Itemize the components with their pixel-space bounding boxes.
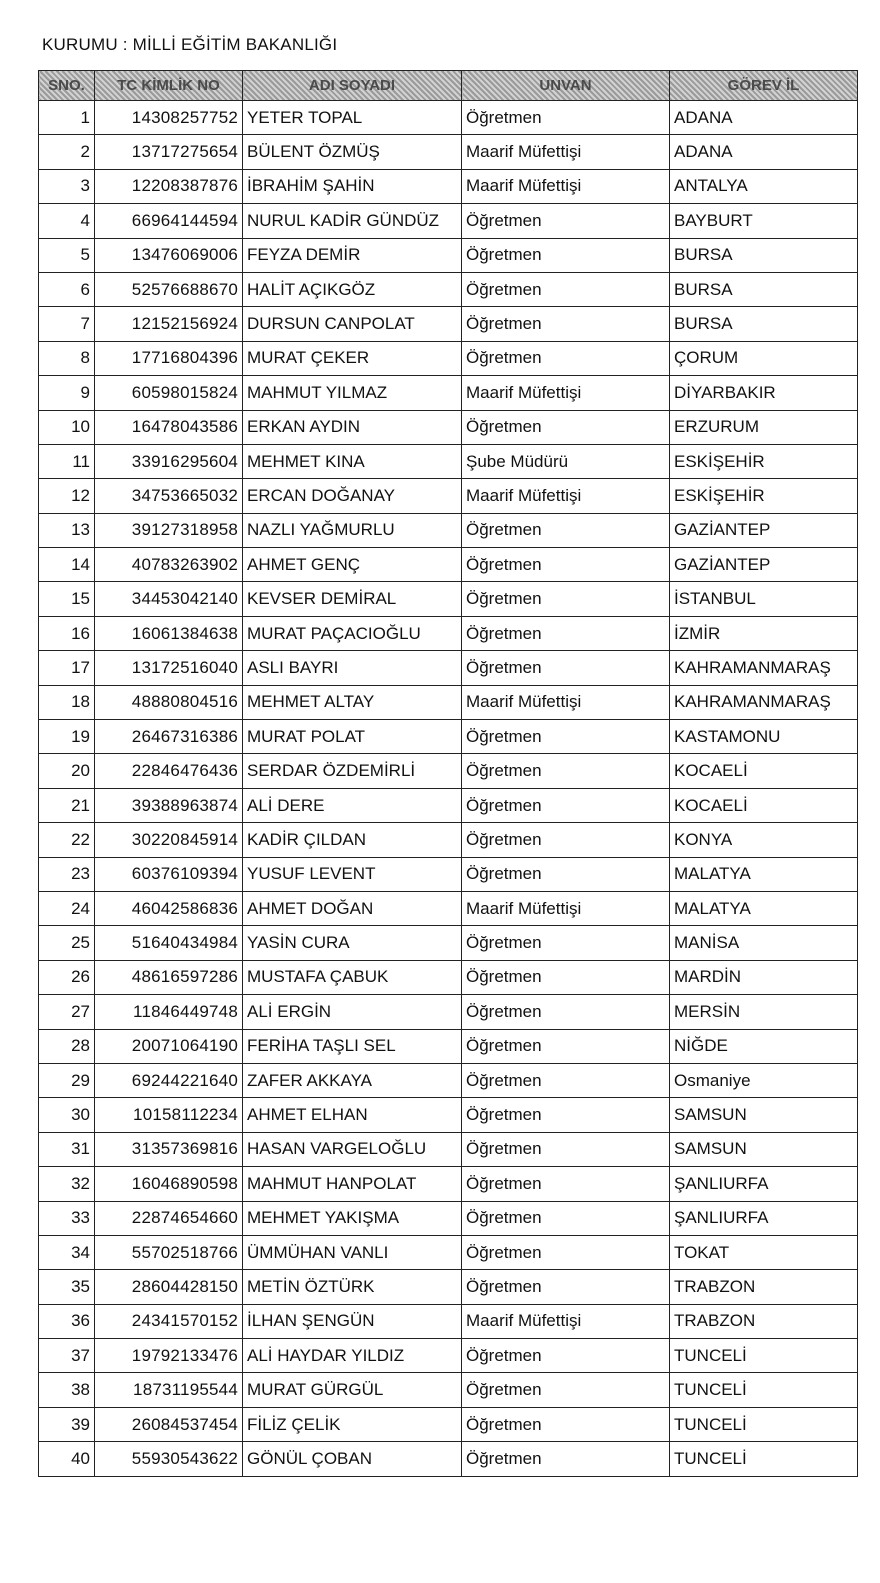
job-title-cell: Öğretmen	[462, 995, 670, 1029]
job-title-cell: Öğretmen	[462, 204, 670, 238]
table-row	[39, 1063, 858, 1097]
full-name-cell: MAHMUT HANPOLAT	[243, 1167, 462, 1201]
duty-city-cell: KOCAELİ	[670, 754, 858, 788]
tc-number-cell: 20071064190	[95, 1029, 243, 1063]
institution-title: KURUMU : MİLLİ EĞİTİM BAKANLIĞI	[42, 35, 338, 54]
tc-number-cell: 12208387876	[95, 169, 243, 203]
job-title-cell: Öğretmen	[462, 1029, 670, 1063]
row-number-cell: 12	[39, 479, 95, 513]
header-name: ADI SOYADI	[243, 71, 462, 101]
full-name-cell: MAHMUT YILMAZ	[243, 376, 462, 410]
table-row	[39, 1373, 858, 1407]
job-title-cell: Öğretmen	[462, 410, 670, 444]
tc-number-cell: 16478043586	[95, 410, 243, 444]
row-number-cell: 18	[39, 685, 95, 719]
row-number-cell: 29	[39, 1063, 95, 1097]
table-row	[39, 685, 858, 719]
row-number-cell: 5	[39, 238, 95, 272]
full-name-cell: NURUL KADİR GÜNDÜZ	[243, 204, 462, 238]
full-name-cell: MEHMET ALTAY	[243, 685, 462, 719]
table-row	[39, 272, 858, 306]
job-title-cell: Maarif Müfettişi	[462, 1304, 670, 1338]
duty-city-cell: BURSA	[670, 272, 858, 306]
tc-number-cell: 46042586836	[95, 891, 243, 925]
row-number-cell: 21	[39, 788, 95, 822]
row-number-cell: 9	[39, 376, 95, 410]
full-name-cell: HASAN VARGELOĞLU	[243, 1132, 462, 1166]
table-row	[39, 341, 858, 375]
full-name-cell: MEHMET YAKIŞMA	[243, 1201, 462, 1235]
row-number-cell: 26	[39, 960, 95, 994]
duty-city-cell: GAZİANTEP	[670, 513, 858, 547]
job-title-cell: Öğretmen	[462, 307, 670, 341]
tc-number-cell: 13172516040	[95, 651, 243, 685]
tc-number-cell: 48616597286	[95, 960, 243, 994]
tc-number-cell: 34453042140	[95, 582, 243, 616]
tc-number-cell: 33916295604	[95, 444, 243, 478]
duty-city-cell: BURSA	[670, 307, 858, 341]
table-row	[39, 1304, 858, 1338]
tc-number-cell: 55930543622	[95, 1442, 243, 1476]
full-name-cell: ÜMMÜHAN VANLI	[243, 1235, 462, 1269]
row-number-cell: 11	[39, 444, 95, 478]
table-row	[39, 1167, 858, 1201]
row-number-cell: 6	[39, 272, 95, 306]
tc-number-cell: 13476069006	[95, 238, 243, 272]
job-title-cell: Öğretmen	[462, 926, 670, 960]
job-title-cell: Öğretmen	[462, 616, 670, 650]
full-name-cell: MUSTAFA ÇABUK	[243, 960, 462, 994]
job-title-cell: Öğretmen	[462, 238, 670, 272]
row-number-cell: 35	[39, 1270, 95, 1304]
table-row	[39, 995, 858, 1029]
full-name-cell: YETER TOPAL	[243, 101, 462, 135]
table-row	[39, 169, 858, 203]
row-number-cell: 2	[39, 135, 95, 169]
duty-city-cell: NİĞDE	[670, 1029, 858, 1063]
duty-city-cell: SAMSUN	[670, 1132, 858, 1166]
row-number-cell: 33	[39, 1201, 95, 1235]
table-row	[39, 960, 858, 994]
duty-city-cell: ŞANLIURFA	[670, 1201, 858, 1235]
duty-city-cell: İSTANBUL	[670, 582, 858, 616]
table-row	[39, 376, 858, 410]
duty-city-cell: ADANA	[670, 135, 858, 169]
job-title-cell: Öğretmen	[462, 1235, 670, 1269]
job-title-cell: Öğretmen	[462, 823, 670, 857]
full-name-cell: MURAT GÜRGÜL	[243, 1373, 462, 1407]
job-title-cell: Maarif Müfettişi	[462, 479, 670, 513]
full-name-cell: HALİT AÇIKGÖZ	[243, 272, 462, 306]
tc-number-cell: 34753665032	[95, 479, 243, 513]
row-number-cell: 40	[39, 1442, 95, 1476]
job-title-cell: Öğretmen	[462, 1132, 670, 1166]
job-title-cell: Öğretmen	[462, 1442, 670, 1476]
full-name-cell: BÜLENT ÖZMÜŞ	[243, 135, 462, 169]
job-title-cell: Öğretmen	[462, 857, 670, 891]
tc-number-cell: 40783263902	[95, 548, 243, 582]
full-name-cell: ERCAN DOĞANAY	[243, 479, 462, 513]
full-name-cell: ERKAN AYDIN	[243, 410, 462, 444]
duty-city-cell: MALATYA	[670, 857, 858, 891]
job-title-cell: Öğretmen	[462, 548, 670, 582]
row-number-cell: 10	[39, 410, 95, 444]
duty-city-cell: MARDİN	[670, 960, 858, 994]
table-row	[39, 651, 858, 685]
table-row	[39, 857, 858, 891]
tc-number-cell: 60376109394	[95, 857, 243, 891]
full-name-cell: SERDAR ÖZDEMİRLİ	[243, 754, 462, 788]
full-name-cell: İBRAHİM ŞAHİN	[243, 169, 462, 203]
job-title-cell: Öğretmen	[462, 582, 670, 616]
tc-number-cell: 16061384638	[95, 616, 243, 650]
duty-city-cell: TUNCELİ	[670, 1373, 858, 1407]
tc-number-cell: 30220845914	[95, 823, 243, 857]
tc-number-cell: 52576688670	[95, 272, 243, 306]
row-number-cell: 8	[39, 341, 95, 375]
duty-city-cell: TOKAT	[670, 1235, 858, 1269]
row-number-cell: 34	[39, 1235, 95, 1269]
row-number-cell: 27	[39, 995, 95, 1029]
duty-city-cell: ANTALYA	[670, 169, 858, 203]
duty-city-cell: BAYBURT	[670, 204, 858, 238]
tc-number-cell: 12152156924	[95, 307, 243, 341]
job-title-cell: Öğretmen	[462, 272, 670, 306]
job-title-cell: Öğretmen	[462, 1339, 670, 1373]
tc-number-cell: 66964144594	[95, 204, 243, 238]
job-title-cell: Öğretmen	[462, 1407, 670, 1441]
personnel-table	[38, 70, 858, 1477]
full-name-cell: AHMET DOĞAN	[243, 891, 462, 925]
job-title-cell: Maarif Müfettişi	[462, 891, 670, 925]
full-name-cell: ALİ ERGİN	[243, 995, 462, 1029]
row-number-cell: 14	[39, 548, 95, 582]
table-row	[39, 926, 858, 960]
table-row	[39, 1235, 858, 1269]
job-title-cell: Maarif Müfettişi	[462, 135, 670, 169]
table-row	[39, 548, 858, 582]
duty-city-cell: TRABZON	[670, 1270, 858, 1304]
job-title-cell: Öğretmen	[462, 513, 670, 547]
full-name-cell: YUSUF LEVENT	[243, 857, 462, 891]
tc-number-cell: 26084537454	[95, 1407, 243, 1441]
job-title-cell: Öğretmen	[462, 960, 670, 994]
duty-city-cell: MERSİN	[670, 995, 858, 1029]
job-title-cell: Öğretmen	[462, 788, 670, 822]
row-number-cell: 3	[39, 169, 95, 203]
table-row	[39, 1442, 858, 1476]
row-number-cell: 4	[39, 204, 95, 238]
full-name-cell: MEHMET KINA	[243, 444, 462, 478]
duty-city-cell: KONYA	[670, 823, 858, 857]
duty-city-cell: ADANA	[670, 101, 858, 135]
duty-city-cell: KOCAELİ	[670, 788, 858, 822]
duty-city-cell: SAMSUN	[670, 1098, 858, 1132]
table-row	[39, 1098, 858, 1132]
job-title-cell: Maarif Müfettişi	[462, 169, 670, 203]
duty-city-cell: KAHRAMANMARAŞ	[670, 685, 858, 719]
full-name-cell: DURSUN CANPOLAT	[243, 307, 462, 341]
duty-city-cell: TUNCELİ	[670, 1442, 858, 1476]
row-number-cell: 30	[39, 1098, 95, 1132]
full-name-cell: ASLI BAYRI	[243, 651, 462, 685]
tc-number-cell: 39388963874	[95, 788, 243, 822]
tc-number-cell: 60598015824	[95, 376, 243, 410]
tc-number-cell: 48880804516	[95, 685, 243, 719]
table-row	[39, 307, 858, 341]
table-row	[39, 204, 858, 238]
tc-number-cell: 17716804396	[95, 341, 243, 375]
table-row	[39, 720, 858, 754]
full-name-cell: KEVSER DEMİRAL	[243, 582, 462, 616]
table-row	[39, 1407, 858, 1441]
row-number-cell: 23	[39, 857, 95, 891]
tc-number-cell: 39127318958	[95, 513, 243, 547]
job-title-cell: Maarif Müfettişi	[462, 685, 670, 719]
job-title-cell: Maarif Müfettişi	[462, 376, 670, 410]
row-number-cell: 15	[39, 582, 95, 616]
row-number-cell: 19	[39, 720, 95, 754]
duty-city-cell: ŞANLIURFA	[670, 1167, 858, 1201]
job-title-cell: Öğretmen	[462, 754, 670, 788]
table-row	[39, 891, 858, 925]
row-number-cell: 24	[39, 891, 95, 925]
table-row	[39, 823, 858, 857]
duty-city-cell: İZMİR	[670, 616, 858, 650]
tc-number-cell: 16046890598	[95, 1167, 243, 1201]
tc-number-cell: 11846449748	[95, 995, 243, 1029]
full-name-cell: KADİR ÇILDAN	[243, 823, 462, 857]
duty-city-cell: ERZURUM	[670, 410, 858, 444]
full-name-cell: GÖNÜL ÇOBAN	[243, 1442, 462, 1476]
tc-number-cell: 26467316386	[95, 720, 243, 754]
full-name-cell: AHMET GENÇ	[243, 548, 462, 582]
table-row	[39, 788, 858, 822]
table-row	[39, 616, 858, 650]
row-number-cell: 22	[39, 823, 95, 857]
header-sno: SNO.	[39, 71, 95, 101]
table-row	[39, 1339, 858, 1373]
full-name-cell: ALİ DERE	[243, 788, 462, 822]
row-number-cell: 28	[39, 1029, 95, 1063]
duty-city-cell: DİYARBAKIR	[670, 376, 858, 410]
tc-number-cell: 22874654660	[95, 1201, 243, 1235]
row-number-cell: 38	[39, 1373, 95, 1407]
duty-city-cell: TRABZON	[670, 1304, 858, 1338]
job-title-cell: Öğretmen	[462, 1201, 670, 1235]
row-number-cell: 36	[39, 1304, 95, 1338]
header-city: GÖREV İL	[670, 71, 858, 101]
table-row	[39, 101, 858, 135]
tc-number-cell: 28604428150	[95, 1270, 243, 1304]
full-name-cell: ALİ HAYDAR YILDIZ	[243, 1339, 462, 1373]
table-row	[39, 754, 858, 788]
full-name-cell: İLHAN ŞENGÜN	[243, 1304, 462, 1338]
duty-city-cell: TUNCELİ	[670, 1407, 858, 1441]
full-name-cell: NAZLI YAĞMURLU	[243, 513, 462, 547]
duty-city-cell: TUNCELİ	[670, 1339, 858, 1373]
duty-city-cell: ÇORUM	[670, 341, 858, 375]
job-title-cell: Öğretmen	[462, 651, 670, 685]
tc-number-cell: 10158112234	[95, 1098, 243, 1132]
tc-number-cell: 24341570152	[95, 1304, 243, 1338]
job-title-cell: Öğretmen	[462, 1167, 670, 1201]
duty-city-cell: GAZİANTEP	[670, 548, 858, 582]
table-row	[39, 410, 858, 444]
row-number-cell: 13	[39, 513, 95, 547]
table-row	[39, 1201, 858, 1235]
table-row	[39, 513, 858, 547]
job-title-cell: Öğretmen	[462, 1098, 670, 1132]
tc-number-cell: 19792133476	[95, 1339, 243, 1373]
tc-number-cell: 55702518766	[95, 1235, 243, 1269]
row-number-cell: 39	[39, 1407, 95, 1441]
row-number-cell: 17	[39, 651, 95, 685]
table-row	[39, 1270, 858, 1304]
table-row	[39, 582, 858, 616]
row-number-cell: 25	[39, 926, 95, 960]
row-number-cell: 7	[39, 307, 95, 341]
row-number-cell: 1	[39, 101, 95, 135]
job-title-cell: Şube Müdürü	[462, 444, 670, 478]
duty-city-cell: ESKİŞEHİR	[670, 444, 858, 478]
table-body	[39, 101, 858, 1477]
job-title-cell: Öğretmen	[462, 341, 670, 375]
duty-city-cell: MALATYA	[670, 891, 858, 925]
full-name-cell: MURAT ÇEKER	[243, 341, 462, 375]
tc-number-cell: 22846476436	[95, 754, 243, 788]
full-name-cell: ZAFER AKKAYA	[243, 1063, 462, 1097]
tc-number-cell: 31357369816	[95, 1132, 243, 1166]
job-title-cell: Öğretmen	[462, 1063, 670, 1097]
job-title-cell: Öğretmen	[462, 101, 670, 135]
table-header-row	[39, 71, 858, 101]
duty-city-cell: Osmaniye	[670, 1063, 858, 1097]
tc-number-cell: 18731195544	[95, 1373, 243, 1407]
full-name-cell: METİN ÖZTÜRK	[243, 1270, 462, 1304]
tc-number-cell: 14308257752	[95, 101, 243, 135]
full-name-cell: AHMET ELHAN	[243, 1098, 462, 1132]
tc-number-cell: 69244221640	[95, 1063, 243, 1097]
row-number-cell: 31	[39, 1132, 95, 1166]
table-row	[39, 238, 858, 272]
job-title-cell: Öğretmen	[462, 1270, 670, 1304]
row-number-cell: 37	[39, 1339, 95, 1373]
table-row	[39, 135, 858, 169]
table-row	[39, 479, 858, 513]
full-name-cell: YASİN CURA	[243, 926, 462, 960]
duty-city-cell: MANİSA	[670, 926, 858, 960]
header-title: UNVAN	[462, 71, 670, 101]
full-name-cell: MURAT PAÇACIOĞLU	[243, 616, 462, 650]
row-number-cell: 16	[39, 616, 95, 650]
tc-number-cell: 13717275654	[95, 135, 243, 169]
duty-city-cell: BURSA	[670, 238, 858, 272]
row-number-cell: 20	[39, 754, 95, 788]
job-title-cell: Öğretmen	[462, 720, 670, 754]
table-row	[39, 1029, 858, 1063]
duty-city-cell: KASTAMONU	[670, 720, 858, 754]
full-name-cell: MURAT POLAT	[243, 720, 462, 754]
tc-number-cell: 51640434984	[95, 926, 243, 960]
duty-city-cell: ESKİŞEHİR	[670, 479, 858, 513]
full-name-cell: FERİHA TAŞLI SEL	[243, 1029, 462, 1063]
row-number-cell: 32	[39, 1167, 95, 1201]
full-name-cell: FEYZA DEMİR	[243, 238, 462, 272]
header-tc-no: TC KİMLİK NO	[95, 71, 243, 101]
duty-city-cell: KAHRAMANMARAŞ	[670, 651, 858, 685]
full-name-cell: FİLİZ ÇELİK	[243, 1407, 462, 1441]
job-title-cell: Öğretmen	[462, 1373, 670, 1407]
table-row	[39, 444, 858, 478]
table-row	[39, 1132, 858, 1166]
